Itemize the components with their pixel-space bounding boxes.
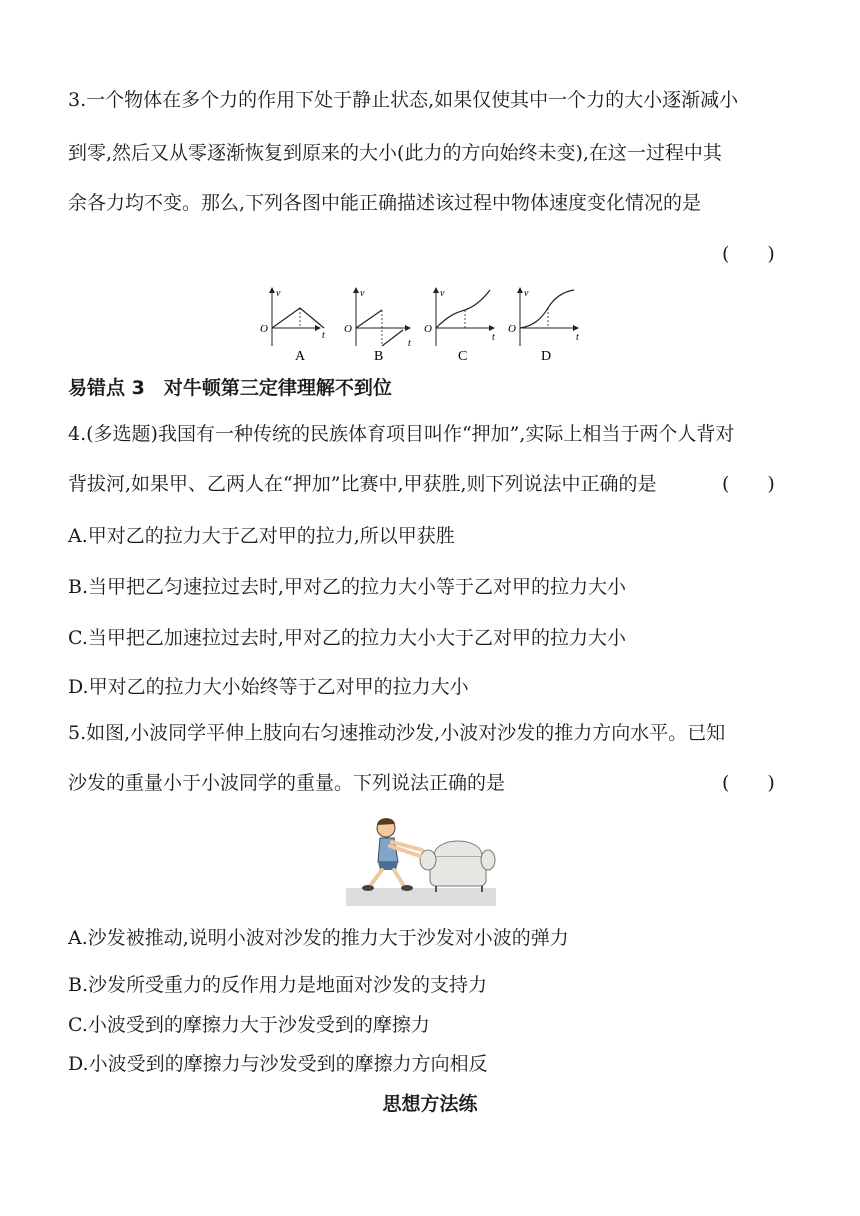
q5-option-a: A.沙发被推动,说明小波对沙发的推力大于沙发对小波的弹力 — [68, 927, 569, 949]
graph-d-t: t — [576, 332, 579, 343]
q4-line-2: 背拔河,如果甲、乙两人在“押加”比赛中,甲获胜,则下列说法中正确的是 — [68, 473, 657, 495]
graph-d — [508, 288, 579, 364]
q5-option-d: D.小波受到的摩擦力与沙发受到的摩擦力方向相反 — [68, 1053, 488, 1075]
q4-answer-paren: ( ) — [722, 473, 775, 495]
graph-b-v: v — [360, 288, 365, 299]
q4-option-d: D.甲对乙的拉力大小始终等于乙对甲的拉力大小 — [68, 676, 469, 698]
sofa-figure — [420, 841, 495, 892]
q4-option-c: C.当甲把乙加速拉过去时,甲对乙的拉力大小大于乙对甲的拉力大小 — [68, 627, 626, 649]
graph-b-o: O — [344, 323, 352, 335]
graph-d-label: D — [541, 349, 552, 364]
graph-a-v: v — [276, 288, 281, 299]
q4-option-b: B.当甲把乙匀速拉过去时,甲对乙的拉力大小等于乙对甲的拉力大小 — [68, 576, 627, 598]
graph-b — [344, 288, 411, 364]
graph-b-t: t — [408, 338, 411, 349]
graph-a-o: O — [260, 323, 268, 335]
q5-option-b: B.沙发所受重力的反作用力是地面对沙发的支持力 — [68, 974, 488, 996]
graph-c — [424, 288, 495, 364]
footer-section-heading: 思想方法练 — [382, 1093, 478, 1115]
graph-d-o: O — [508, 323, 516, 335]
q5-answer-paren: ( ) — [722, 772, 775, 794]
graph-c-v: v — [440, 288, 445, 299]
graph-d-v: v — [524, 288, 529, 299]
boy-pushing-sofa-illustration — [346, 812, 496, 906]
q5-line-1: 5.如图,小波同学平伸上肢向右匀速推动沙发,小波对沙发的推力方向水平。已知 — [68, 722, 726, 744]
q5-option-c: C.小波受到的摩擦力大于沙发受到的摩擦力 — [68, 1014, 430, 1036]
q3-line-2: 到零,然后又从零逐渐恢复到原来的大小(此力的方向始终未变),在这一过程中其 — [68, 142, 722, 164]
q3-line-1: 3.一个物体在多个力的作用下处于静止状态,如果仅使其中一个力的大小逐渐减小 — [68, 89, 739, 111]
graph-a — [260, 288, 325, 364]
section-heading: 易错点 3 对牛顿第三定律理解不到位 — [68, 377, 392, 399]
graph-a-label: A — [295, 349, 306, 364]
graph-c-t: t — [492, 332, 495, 343]
q3-answer-paren: ( ) — [722, 243, 775, 265]
graph-b-label: B — [374, 349, 384, 364]
q4-line-1: 4.(多选题)我国有一种传统的民族体育项目叫作“押加”,实际上相当于两个人背对 — [68, 423, 735, 445]
q3-line-3: 余各力均不变。那么,下列各图中能正确描述该过程中物体速度变化情况的是 — [68, 192, 702, 214]
graph-c-o: O — [424, 323, 432, 335]
graph-a-t: t — [322, 330, 325, 341]
q4-option-a: A.甲对乙的拉力大于乙对甲的拉力,所以甲获胜 — [68, 525, 455, 547]
graph-c-label: C — [458, 349, 468, 364]
velocity-graphs-figure — [258, 286, 588, 366]
q5-line-2: 沙发的重量小于小波同学的重量。下列说法正确的是 — [68, 772, 506, 794]
boy-figure — [362, 818, 422, 891]
